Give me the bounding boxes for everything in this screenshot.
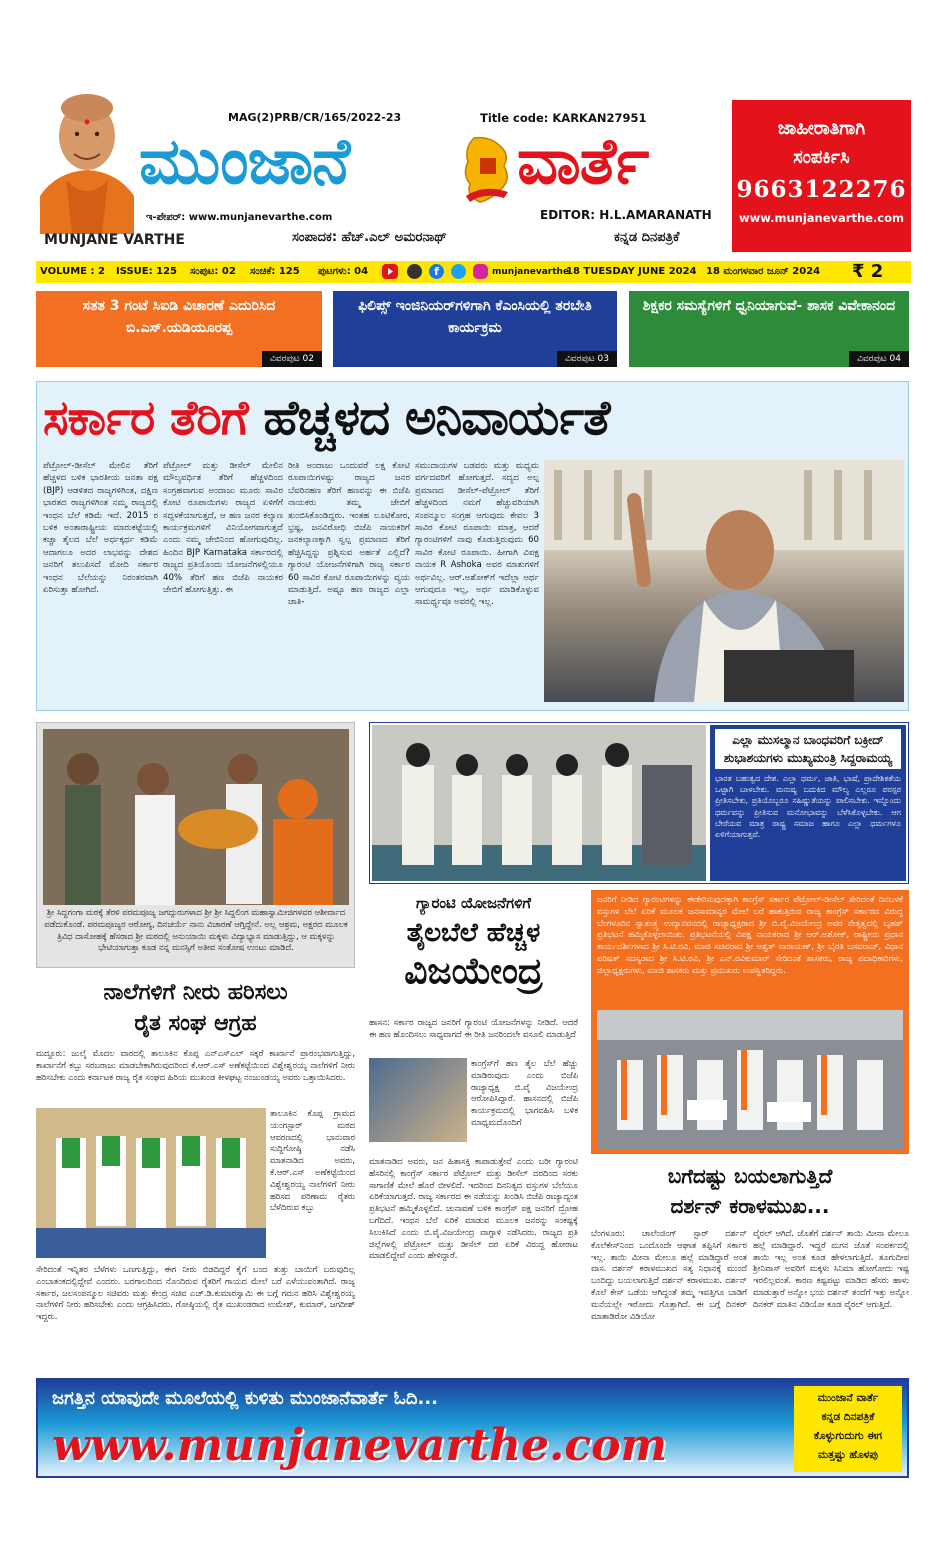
name-en: MUNJANE VARTHE bbox=[44, 232, 185, 248]
ad-line1: ಜಾಹೀರಾತಿಗಾಗಿ bbox=[777, 118, 866, 139]
editor-en: EDITOR: H.L.AMARANATH bbox=[540, 208, 712, 222]
date-en: 18 TUESDAY JUNE 2024 bbox=[566, 266, 697, 277]
reg-number: MAG(2)PRB/CR/165/2022-23 bbox=[228, 111, 402, 124]
bakrid-body: ಭಾರತ ಬಹುತ್ವದ ದೇಶ. ಎಲ್ಲಾ ಧರ್ಮ, ಜಾತಿ, ಭಾಷೆ, ಪ್ರಾದೇಶಿಕತೆಯ ಒಟ್ಟಾಗಿ ಬಾಳಬೇಕು. ಮನುಷ್ಯ ಬದುಕಿದ ಮೌಲ್ಯ ಎಲ್ಲರೂ ಪರಸ್ಪರ ಪ್ರೀತಿಸಬೇಕು, ಪ್ರತಿಯೊಬ್ಬರೂ ಸಹಿಷ್ಣುತೆಯನ್ನು ಪಾಲಿಸಬೇಕು. ಇನ್ನೊಂದು ಧರ್ಮವನ್ನು ಪ್ರೀತಿಸುವ ಮನೋಭಾವನ್ನು ಬೆಳೆಸಿಕೊಳ್ಳಬೇಕು. ಆಗ ಬೇರೆಯವ ಮಾತ್ರ ರಾಷ್ಟ್ರ ಸಮಾಜ ಹಾಗೂ ಎಲ್ಲಾ ಧರ್ಮಗಳೂ ಏಳಿಗೆಯಾಗುತ್ತವೆ. bbox=[715, 774, 901, 840]
volume: VOLUME : 2 bbox=[40, 266, 105, 277]
teaser-3[interactable] bbox=[629, 291, 909, 367]
karnataka-map-icon bbox=[460, 136, 514, 204]
darshan-col-2: ವೈರಲ್ ಆಗಿದೆ. ಜೊತೆಗೆ ದರ್ಶನ್ ತಾಯಿ ಮೀನಾ ಮೇಲೂ ಹಲ್ಲೆ ಮಾಡಿದ್ದಾರೆ. ಇದ್ದರೆ ಮಗನ ಜೊತೆ ಸಂಪರ್ಕದಲ್ಲಿ ತಾಯಿ ಇಲ್ಲ ಅಂತ ಕೂಡ ಹೇಳಲಾಗುತ್ತಿದೆ. ತೂಗುದೀಪ ಶ್ರೀನಿವಾಸ್ ಅವರಿಗೆ ಮಕ್ಕಳು ಸಿನಿಮಾ ಹೋಗೋದು ಇಷ್ಟ ಇರಲಿಲ್ಲವಂತೆ. ಕಾರಣ ಕಷ್ಟಪಟ್ಟು ಮಾಡಿದ ಹೆಸರು ಹಾಳು ಮಾಡುತ್ತಾರೆ ಅನ್ನೋ ಭಯ ದರ್ಶನ್ ತಂದೆಗೆ ಇತ್ತು ಅನ್ನೋ ದಿನಕರ್ ಮಾತಿನ ವಿಡಿಯೋ ಕೂಡ ವೈರಲ್ ಆಗುತ್ತಿದೆ. bbox=[753, 1228, 909, 1309]
ad-phone[interactable]: 9663122276 bbox=[736, 176, 907, 203]
vijayendra-photo bbox=[369, 1058, 467, 1142]
teaser-2[interactable] bbox=[333, 291, 617, 367]
web-icon[interactable] bbox=[407, 264, 422, 279]
farmers-photo bbox=[36, 1108, 266, 1258]
ad-line2: ಸಂಪರ್ಕಿಸಿ bbox=[793, 147, 850, 168]
pages: ಪುಟಗಳು: 04 bbox=[318, 266, 369, 277]
lead-col-2: ಪೆಟ್ರೋಲ್ ಮತ್ತು ಡೀಸೆಲ್ ಮೇಲಿನ ಮೌಲ್ಯವರ್ಧಿತ ತೆರಿಗೆ ಹೆಚ್ಚಳದಿಂದ ಸಂಗ್ರಹವಾಗುವ ಅಂದಾಜು ಮೂರು ಸಾವಿರ ಕೋಟಿ ರೂಪಾಯಿಗಳು ರಾಜ್ಯದ ಏಳಿಗೆಗೆ ಸದ್ಬಳಕೆಯಾಗುತ್ತದೆ, ಆ ಹಣ ಜನರ ಕಲ್ಯಾಣ ಕಾರ್ಯಕ್ರಮಗಳಿಗೆ ವಿನಿಯೋಗವಾಗುತ್ತದೆ ಎಂದು ನಮ್ಮ ಜೇಬಿನಿಂದ ಹೋಗುವುದಿಲ್ಲ. ಹಿಂದಿನ BJP Karnataka ಸರ್ಕಾರದಲ್ಲಿ ರಾಜ್ಯದ ಪ್ರತಿಯೊಂದು ಯೋಜನೆಗಳಲ್ಲಿಯೂ 40% ತೆರಿಗೆ ಹಣ ಬಿಜೆಪಿ ನಾಯಕರ ಜೇಬಿಗೆ ಹೋಗುತ್ತಿತ್ತು. ಈ bbox=[163, 461, 283, 596]
footer-banner[interactable] bbox=[36, 1378, 909, 1478]
issue: ISSUE: 125 bbox=[116, 266, 177, 277]
teaser-1-page: ವಿವರಪುಟ 02 bbox=[262, 351, 322, 367]
protest-body: ಜನರಿಗೆ ನೀಡಿದ ಗ್ಯಾರಂಟಿಗಳನ್ನು ಈಡೇರಿಸುವುದಕ್ಕಾಗಿ ಕಾಂಗ್ರೆಸ್ ಸರ್ಕಾರ ಪೆಟ್ರೋಲ್-ಡೀಸೆಲ್ ಸೇರಿದಂತೆ ದಿನಬಳಕೆ ವಸ್ತುಗಳ ಬೆಲೆ ಏರಿಕೆ ಮೂಲಕ ಜನಸಾಮಾನ್ಯರ ಮೇಲೆ ಬರೆ ಹಾಕುತ್ತಿರುವ ರಾಜ್ಯ ಕಾಂಗ್ರೆಸ್ ಸರ್ಕಾರದ ವಿರುದ್ಧ ಬೆಂಗಳೂರಿನ ಸ್ವಾತಂತ್ರ್ಯ ಉದ್ಯಾನವನದಲ್ಲಿ ರಾಜ್ಯಾಧ್ಯಕ್ಷರಾದ ಶ್ರೀ ಬಿ.ವೈ.ವಿಜಯೇಂದ್ರ ಅವರ ನೇತೃತ್ವದಲ್ಲಿ ಬೃಹತ್ ಪ್ರತಿಭಟನೆ ಹಮ್ಮಿಕೊಳ್ಳಲಾಯಿತು. ಪ್ರತಿಭಟನೆಯಲ್ಲಿ ವಿಪಕ್ಷ ನಾಯಕರಾದ ಶ್ರೀ ಆರ್.ಅಶೋಕ್, ರಾಷ್ಟ್ರೀಯ ಪ್ರಧಾನ ಕಾರ್ಯದರ್ಶಿಗಳಾದ ಶ್ರೀ ಸಿ.ಟಿ.ರವಿ, ಮಾಜಿ ಸಚಿವರಾದ ಶ್ರೀ ಅಶ್ವತ್ ನಾರಾಯಣ್, ಶ್ರೀ ಬೈರತಿ ಬಸವರಾಜ್, ವಿಧಾನ ಪರಿಷತ್ ಸದಸ್ಯರಾದ ಶ್ರೀ ಸಿ.ಟಿ.ರವಿ, ಶ್ರೀ ಎನ್.ರವಿಕುಮಾರ್ ಸೇರಿದಂತೆ ಶಾಸಕರು, ರಾಜ್ಯ ಪದಾಧಿಕಾರಿಗಳು, ಜಿಲ್ಲಾಧ್ಯಕ್ಷರುಗಳು, ಮಾಜಿ ಶಾಸಕರು ಮತ್ತು ಪ್ರಮುಖರು ಉಪಸ್ಥಿತರಿದ್ದರು. bbox=[597, 894, 903, 975]
date-kn: 18 ಮಂಗಳವಾರ ಜೂನ್ 2024 bbox=[706, 266, 821, 277]
vijayendra-side: ಕಾಂಗ್ರೆಸ್‌ಗೆ ಹಣ ತೈಲ ಬೆಲೆ ಹೆಚ್ಚು ಮಾಡಿರುವುದು ಎಂದು ಬಿಜೆಪಿ ರಾಜ್ಯಾಧ್ಯಕ್ಷ ಬಿ.ವೈ ವಿಜಯೇಂದ್ರ ಆರೋಪಿಸಿದ್ದಾರೆ. ಹಾಸನದಲ್ಲಿ ಬಿಜೆಪಿ ಕಾರ್ಯಕ್ರಮದಲ್ಲಿ ಭಾಗವಹಿಸಿ ಬಳಿಕ ಮಾಧ್ಯಮದೊಂದಿಗೆ bbox=[471, 1058, 578, 1127]
editor-kn: ಸಂಪಾದಕ: ಹೆಚ್.ಎಲ್ ಅಮರನಾಥ್ bbox=[292, 230, 447, 245]
footer-tagline: ಜಗತ್ತಿನ ಯಾವುದೇ ಮೂಲೆಯಲ್ಲಿ ಕುಳಿತು ಮುಂಜಾನೆವಾರ್ತೆ ಓದಿ... bbox=[52, 1388, 438, 1409]
vijayendra-headline-2: ವಿಜಯೇಂದ್ರ bbox=[404, 951, 543, 992]
siddaganga-photo bbox=[43, 729, 349, 905]
footer-box-line4: ಮತ್ತಷ್ಟು ಹೊಳಪು bbox=[818, 1449, 878, 1461]
vijayendra-story bbox=[369, 890, 578, 1370]
lead-story bbox=[36, 381, 909, 711]
darshan-headline-2: ದರ್ಶನ್ ಕರಾಳಮುಖ... bbox=[670, 1194, 830, 1218]
title-code: Title code: KARKAN27951 bbox=[480, 111, 647, 125]
farmers-story bbox=[36, 974, 355, 1370]
footer-box bbox=[794, 1386, 902, 1472]
footer-url[interactable]: www.munjanevarthe.com bbox=[52, 1420, 668, 1471]
protest-photo bbox=[597, 1010, 903, 1150]
footer-box-line3: ಕೊಳ್ಳುಗುದುಗು ಈಗ bbox=[813, 1430, 883, 1442]
bakrid-story bbox=[369, 722, 909, 884]
vijayendra-kicker: ಗ್ಯಾರಂಟಿ ಯೋಜನೆಗಳಿಗೆ bbox=[415, 894, 532, 912]
siddaganga-caption: ಶ್ರೀ ಸಿದ್ದಗಂಗಾ ಮಠಕ್ಕೆ ತೆರಳಿ ಪರಮಪೂಜ್ಯ ಜಗದ್ಗುರುಗಳಾದ ಶ್ರೀ ಶ್ರೀ ಸಿದ್ದಲಿಂಗ ಮಹಾಸ್ವಾಮೀಜಿಗಳವರ ಆಶೀರ್ವಾದ ಪಡೆದುಕೊಂಡೆ. ಪರಮಪೂಜ್ಯರ ಆರೋಗ್ಯ, ದಿನಚರ್ಯೆ ನಾನು ವಿಚಾರಣೆ ಆಗ್ತಿದ್ದೇನೆ. ಅಲ್ಲ ಆಶ್ರಮ, ಅಕ್ಷರದ ಮೂಲಕ ತ್ರಿವಿಧ ದಾಸೋಹಕ್ಕೆ ಹೆಸರಾದ ಶ್ರೀ ಮಠದಲ್ಲಿ ಅನುಯಾಯಿ ಮಕ್ಕಳು ವಿದ್ಯಾಭ್ಯಾಸ ಮಾಡುತ್ತಿದ್ದು, ಆ ಮಕ್ಕಳನ್ನು ಭೇಟಿಯಾಗುತ್ತಾ ಕೂಡ ನನ್ನ ಮನಸ್ಸಿಗೆ ಅತೀವ ಸಂತೋಷ ಉಂಟು ಮಾಡಿದೆ. bbox=[44, 907, 348, 953]
farmers-intro: ಮದ್ದೂರು: ಜುಲೈ ಮೊದಲ ವಾರದಲ್ಲಿ ತಾಲೂಕಿನ ಕೊಪ್ಪ ಎನ್‌ಎಸ್‌ಎಲ್ ಸಕ್ಕರೆ ಕಾರ್ಖಾನೆ ಪ್ರಾರಂಭವಾಗುತ್ತಿದ್ದು, ಕಾರ್ಖಾನೆಗೆ ಕಬ್ಬು ಸರಬರಾಜು ಮಾಡಬೇಕಾಗಿರುವುದರಿಂದ ಕೆ.ಆರ್.ಎಸ್ ಅಣೆಕಟ್ಟೆಯಿಂದ ವಿಶ್ವೇಶ್ವರಯ್ಯ ನಾಲೆಗಳಿಗೆ ನೀರು ಹರಿಸಬೇಕು ಎಂದು ಕರ್ನಾಟಕ ರಾಜ್ಯ ರೈತ ಸಂಘದ ಹಿರಿಯ ಮುಖಂಡ ಕೀಳಘಟ್ಟ ನಂಜುಂಡಯ್ಯ ಅವರು ಒತ್ತಾಯಿಸಿದರು. bbox=[36, 1048, 355, 1082]
epaper-url[interactable]: ಇ-ಪೇಪರ್: www.munjanevarthe.com bbox=[146, 212, 333, 223]
lead-headline bbox=[43, 390, 903, 447]
lead-col-1: ಪೆಟ್ರೋಲ್-ಡೀಸೆಲ್ ಮೇಲಿನ ತೆರಿಗೆ ಹೆಚ್ಚಳದ ಬಳಿಕ ಭಾರತೀಯ ಜನತಾ ಪಕ್ಷ (BJP) ಆಡಳಿತದ ರಾಜ್ಯಗಳಿಗಿಂತ, ದಕ್ಷಿಣ ಭಾರತದ ರಾಜ್ಯಗಳಿಗಿಂತ ನಮ್ಮ ರಾಜ್ಯದಲ್ಲಿ ಇಂಧನ ಬೆಲೆ ಕಡಿಮೆ ಇದೆ. 2015 ರ ಬಳಿಕ ಅಂತಾರಾಷ್ಟ್ರೀಯ ಮಾರುಕಟ್ಟೆಯಲ್ಲಿ ಕಚ್ಚಾ ತೈಲದ ಬೆಲೆ ಅರ್ಧಕ್ಕರ್ಧ ಕಡಿಮೆ ಆದಾಗಲೂ ಅದರ ಲಾಭವನ್ನು ದೇಶದ ಜನರಿಗೆ ತಲುಪಿಸದೆ ಮೋದಿ ಸರ್ಕಾರ ಇಂಧನ ಬೆಲೆಯನ್ನು ನಿರಂತರವಾಗಿ ಏರಿಸುತ್ತಾ ಹೋಗಿದೆ. bbox=[43, 461, 158, 596]
protest-story bbox=[591, 890, 909, 1154]
vijayendra-headline-1: ತೈಲಬೆಲೆ ಹೆಚ್ಚಳ bbox=[406, 918, 541, 948]
lead-col-3: ರೀತಿ ಅಂದಾಜು ಒಂದುವರೆ ಲಕ್ಷ ಕೋಟಿ ರೂಪಾಯಿಗಳಷ್ಟು ರಾಜ್ಯದ ಜನರ ಬೆವರಿನಹಣ ತೆರಿಗೆ ಹಣವನ್ನು ಈ ಬಿಜೆಪಿ ನಾಯಕರು ತಮ್ಮ ಜೇಬಿಗೆ ತುಂಬಿಸಿಕೊಂಡಿದ್ದರು. ಇಂತಹ ಲೂಟಿಕೋರ, ಭ್ರಷ್ಟ, ಜನವಿರೋಧಿ ಬಿಜೆಪಿ ನಾಯಕರಿಗೆ ಜನಕಲ್ಯಾಣಕ್ಕಾಗಿ ಸ್ವಲ್ಪ ಪ್ರಮಾಣದ ತೆರಿಗೆ ಹೆಚ್ಚಿಸಿದ್ದನ್ನು ಪ್ರಶ್ನಿಸುವ ಅರ್ಹತೆ ಎಲ್ಲಿದೆ? ಗ್ಯಾರಂಟಿ ಯೋಜನೆಗಳಿಗಾಗಿ ರಾಜ್ಯ ಸರ್ಕಾರ 60 ಸಾವಿರ ಕೋಟಿ ರೂಪಾಯಿಗಳನ್ನು ವ್ಯಯ ಮಾಡುತ್ತಿದೆ. ಅಷ್ಟೂ ಹಣ ರಾಜ್ಯದ ಎಲ್ಲಾ ಜಾತಿ- bbox=[288, 461, 410, 608]
teaser-1[interactable] bbox=[36, 291, 322, 367]
lead-col-4: ಸಮುದಾಯಗಳ ಬಡವರು ಮತ್ತು ಮಧ್ಯಮ ವರ್ಗದವರಿಗೆ ಹೋಗುತ್ತದೆ. ಸದ್ಯದ ಅಲ್ಪ ಪ್ರಮಾಣದ ಡೀಸೆಲ್-ಪೆಟ್ರೋಲ್ ತೆರಿಗೆ ಹೆಚ್ಚಳದಿಂದ ನಮಗೆ ಹೆಚ್ಚುವರಿಯಾಗಿ ಸಂಪನ್ಮೂಲ ಸಂಗ್ರಹ ಆಗುವುದು ಕೇವಲ 3 ಸಾವಿರ ಕೋಟಿ ರೂಪಾಯಿ ಮಾತ್ರ, ಆದರೆ ಗ್ಯಾರಂಟಿಗಳಿಗೆ ನಾವು ಕೊಡುತ್ತಿರುವುದು 60 ಸಾವಿರ ಕೋಟಿ ರೂಪಾಯಿ. ಹೀಗಾಗಿ ವಿಪಕ್ಷ ನಾಯಕ R Ashoka ಅವರ ಮಾತುಗಳಿಗೆ ಅರ್ಥವಿಲ್ಲ. ಆರ್.ಅಶೋಕ್‌ಗೆ ಇದೆಲ್ಲಾ ಅರ್ಥ ಆಗುವುದೂ ಇಲ್ಲ, ಅರ್ಥ ಮಾಡಿಕೊಳ್ಳುವ ಸಾಮರ್ಥ್ಯವೂ ಅವರಲ್ಲಿ ಇಲ್ಲ. bbox=[415, 461, 539, 608]
price: ₹ 2 bbox=[852, 261, 884, 282]
social-handle[interactable]: munjanevarthe bbox=[492, 267, 570, 277]
cm-photo bbox=[544, 460, 904, 702]
facebook-icon[interactable]: f bbox=[429, 264, 444, 279]
lead-headline-red: ಸರ್ಕಾರ ತೆರಿಗೆ bbox=[43, 390, 248, 446]
masthead bbox=[36, 80, 911, 258]
vijayendra-intro: ಹಾಸನ: ಸರ್ಕಾರ ರಾಜ್ಯದ ಜನರಿಗೆ ಗ್ಯಾರಂಟಿ ಯೋಜನೆಗಳನ್ನು ನೀಡಿದೆ. ಆದರೆ ಈ ಹಣ ಹೊಂದಿಸಲು ಸಾಧ್ಯವಾಗದೆ ಈ ರೀತಿ ಜನರಿಂದಲೇ ವಸೂಲಿ ಮಾಡುತ್ತಿದೆ bbox=[369, 1017, 578, 1039]
footer-box-line2: ಕನ್ನಡ ದಿನಪತ್ರಿಕೆ bbox=[821, 1411, 875, 1423]
info-bar bbox=[36, 261, 911, 283]
teaser-2-text: ಫಿಲಿಪ್ಸ್ ಇಂಜಿನಿಯರ್‌ಗಳಿಗಾಗಿ ಕೆಎಂಸಿಯಲ್ಲಿ ತರಬೇತಿ ಕಾರ್ಯಕ್ರಮ bbox=[358, 298, 592, 336]
youtube-icon[interactable] bbox=[382, 264, 398, 279]
farmers-side: ತಾಲೂಕಿನ ಕೊಪ್ಪ ಗ್ರಾಮದ ಯಂಗಸ್ಟಾರ್ ಮಠದ ಆವರಣದಲ್ಲಿ ಭಾನುವಾರ ಸುದ್ದಿಗೋಷ್ಠಿ ನಡೆಸಿ ಮಾತನಾಡಿದ ಅವರು, ಕೆ.ಆರ್.ಎಸ್ ಅಣೆಕಟ್ಟೆಯಿಂದ ವಿಶ್ವೇಶ್ವರಯ್ಯ ನಾಲೆಗಳಿಗೆ ನೀರು ಹರಿಸದ ಪರಿಣಾಮ ರೈತರು ಬೆಳೆದಿರುವ ಕಬ್ಬು bbox=[270, 1108, 355, 1213]
ad-box[interactable] bbox=[732, 100, 911, 252]
sanchike: ಸಂಚಿಕೆ: 125 bbox=[250, 266, 300, 277]
samputa: ಸಂಪುಟ: 02 bbox=[190, 266, 236, 277]
twitter-icon[interactable] bbox=[451, 264, 466, 279]
farmers-headline-1: ನಾಲೆಗಳಿಗೆ ನೀರು ಹರಿಸಲು bbox=[103, 980, 288, 1005]
darshan-headline-1: ಬಗೆದಷ್ಟು ಬಯಲಾಗುತ್ತಿದೆ bbox=[667, 1164, 833, 1188]
founder-portrait bbox=[36, 84, 138, 234]
teaser-2-page: ವಿವರಪುಟ 03 bbox=[557, 351, 617, 367]
instagram-icon[interactable] bbox=[473, 264, 488, 279]
teaser-3-page: ವಿವರಪುಟ 04 bbox=[849, 351, 909, 367]
bakrid-text-block bbox=[710, 725, 906, 881]
footer-box-line1: ಮುಂಜಾನೆ ವಾರ್ತೆ bbox=[817, 1392, 879, 1404]
title-left: ಮುಂಜಾನೆ bbox=[139, 125, 350, 199]
teaser-1-text: ಸತತ 3 ಗಂಟೆ ಸಿಐಡಿ ವಿಚಾರಣೆ ಎದುರಿಸಿದ ಬಿ.ಎಸ್.ಯಡಿಯೂರಪ್ಪ bbox=[82, 298, 276, 336]
darshan-col-1: ಬೆಂಗಳೂರು: ಚಾಲೆಂಜಿಂಗ್ ಸ್ಟಾರ್ ದರ್ಶನ್ ಕೊಲೆಕೇಸ್‌ನಿಂದ ಒಂದೊಂದೇ ಆಘಾತ ತಪ್ಪಿಸಿಗೆ ಸರ್ಕಾರ ಇಲ್ಲ. ತಾಯಿ ಮೀನಾ ಮೇಲೂ ಹಲ್ಲೆ ಮಾಡಿದ್ದಾರೆ ಅಂತ ವಾಸ. ದರ್ಶನ್ ಕರಾಳಮುಖದ ಸತ್ಯ ನಿಧಾನಕ್ಕೆ ಮುಂದೆ ಬಂದಿದ್ದು ಬಯಲಾಗುತ್ತಿದೆ ದರ್ಶನ್ ಕರಾಳಮುಖ. ದರ್ಶನ್ ಕೊಲೆ ಕೇಸ್ ಒಡೆಯ ಆಗಿದ್ದಂತೆ ತಮ್ಮ ಇವತ್ತಿಗೂ ಬಾಡಿಗೆ ಮನೆಯಲ್ಲೇ ಇರೋದು ಗೊತ್ತಾಗಿದೆ. ಈ ಬಗ್ಗೆ ದಿನಕರ್ ಮಾತಾಡಿರೋ ವಿಡಿಯೋ bbox=[591, 1228, 747, 1321]
siddaganga-story bbox=[36, 722, 355, 968]
bakrid-photo bbox=[372, 725, 706, 881]
vijayendra-body: ಮಾತನಾಡಿದ ಅವರು, ಜನ ಹಿತಾಸಕ್ತಿ ಕಾಪಾಡುತ್ತೇವೆ ಎಂದು ಬರೀ ಗ್ಯಾರಂಟಿ ಹೆಸರಿನಲ್ಲಿ ಕಾಂಗ್ರೆಸ್ ಸರ್ಕಾರ ಪೆಟ್ರೋಲ್ ಮತ್ತು ಡೀಸೆಲ್ ದರದಿಂದ ಸರಕು ಸಾಗಾಣಿಕೆ ಮೇಲೆ ಹೊರೆ ಬೀಳಲಿದೆ. ಇದರಿಂದ ದಿನನಿತ್ಯದ ವಸ್ತುಗಳ ಬೆಲೆಯೂ ಏರಿಕೆಯಾಗುತ್ತದೆ. ರಾಜ್ಯ ಸರ್ಕಾರದ ಈ ನಡೆಯನ್ನು ಖಂಡಿಸಿ ಬಿಜೆಪಿ ರಾಜ್ಯಾದ್ಯಂತ ಪ್ರತಿಭಟನೆ ಹಮ್ಮಿಕೊಳ್ಳಲಿದೆ. ಚುನಾವಣೆ ಬಳಿಕ ಕಾಂಗ್ರೆಸ್ ಪಕ್ಷ ಜನರಿಗೆ ದ್ರೋಹ ಬಗೆದಿದೆ. ಇಂಧನ ಬೆಲೆ ಏರಿಕೆ ಮಾಡುವ ಮೂಲಕ ಜನರನ್ನು ಸಂಕಷ್ಟಕ್ಕೆ ಸಿಲುಕಿಸಿದೆ ಎಂದು ಬಿ.ವೈ.ವಿಜಯೇಂದ್ರ ವಾಗ್ದಾಳಿ ನಡೆಸಿದರು. ರಾಜ್ಯದ ಪ್ರತಿ ಜಿಲ್ಲೆಗಳಲ್ಲಿ ಪೆಟ್ರೋಲ್ ಮತ್ತು ಡೀಸೆಲ್ ದರ ಏರಿಕೆ ವಿರುದ್ಧ ಹೋರಾಟ ಮಾಡಲಿದ್ದೇವೆ ಎಂದು ಹೇಳಿದ್ದಾರೆ. bbox=[369, 1156, 578, 1261]
bakrid-headline: ಎಲ್ಲಾ ಮುಸಲ್ಮಾನ ಬಾಂಧವರಿಗೆ ಬಕ್ರೀದ್ ಶುಭಾಶಯಗಳು ಮುಖ್ಯಮಂತ್ರಿ ಸಿದ್ದರಾಮಯ್ಯ bbox=[715, 729, 901, 769]
daily-kn: ಕನ್ನಡ ದಿನಪತ್ರಿಕೆ bbox=[614, 230, 680, 245]
farmers-headline-2: ರೈತ ಸಂಘ ಆಗ್ರಹ bbox=[134, 1011, 257, 1036]
darshan-story bbox=[591, 1160, 909, 1370]
teaser-3-text: ಶಿಕ್ಷಕರ ಸಮಸ್ಯೆಗಳಿಗೆ ಧ್ವನಿಯಾಗುವೆ- ಶಾಸಕ ವಿವೇಕಾನಂದ bbox=[642, 298, 896, 314]
lead-headline-black: ಹೆಚ್ಚಳದ ಅನಿವಾರ್ಯತೆ bbox=[263, 390, 610, 446]
ad-url[interactable]: www.munjanevarthe.com bbox=[738, 211, 905, 225]
title-right: ವಾರ್ತೆ bbox=[517, 125, 649, 199]
farmers-outro: ಸೇರಿದಂತೆ ಇನ್ನಿತರ ಬೆಳೆಗಳು ಒಣಗುತ್ತಿದ್ದು, ಈಗ ನೀರು ಬಿಡದಿದ್ದರೆ ಕೈಗೆ ಬಂದ ತುತ್ತು ಬಾಯಿಗೆ ಬರುವುದಿಲ್ಲ ಎಂಬಾತಂಕದಲ್ಲಿದ್ದೇವೆ ಎಂದರು. ಬರಗಾಲದಿಂದ ನೊಂದಿರುವ ರೈತರಿಗೆ ಗಾಯದ ಮೇಲೆ ಬರೆ ಎಳೆಯುವಂತಾಗಿದೆ. ರಾಜ್ಯ ಸರ್ಕಾರ, ಜಲಸಂಪನ್ಮೂಲ ಸಚಿವರು ಮತ್ತು ಕೇಂದ್ರ ಸಚಿವ ಎಚ್.ಡಿ.ಕುಮಾರಸ್ವಾಮಿ ಈ ಬಗ್ಗೆ ಗಮನ ಹರಿಸಿ ವಿಶ್ವೇಶ್ವರಯ್ಯ ನಾಲೆಗಳಿಗೆ ನೀರು ಹರಿಸಬೇಕು ಎಂದು ಆಗ್ರಹಿಸಿದರು. ಗೋಷ್ಠಿಯಲ್ಲಿ ರೈತ ಮುಖಂಡರಾದ ಉಮೇಶ್, ಕುಮಾರ್, ಜಗದೀಶ್ ಇದ್ದರು. bbox=[36, 1264, 355, 1322]
